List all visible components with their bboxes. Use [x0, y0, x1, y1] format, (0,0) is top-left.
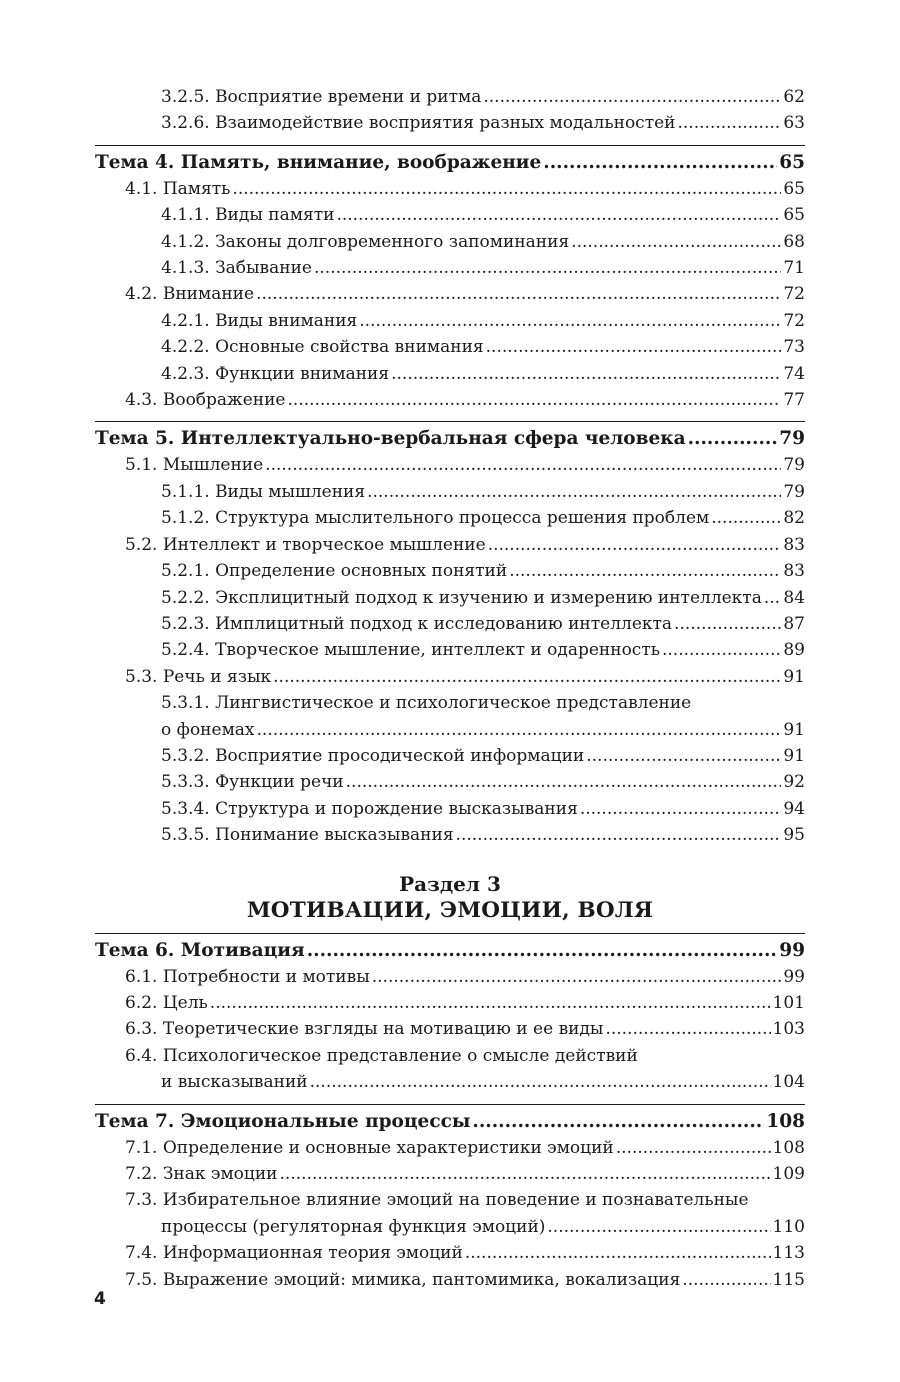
leader-dots: [580, 796, 782, 822]
leader-dots: [359, 308, 781, 334]
leader-dots: [465, 1240, 771, 1266]
toc-page-number: 89: [783, 640, 805, 661]
toc-topic-6[interactable]: [95, 933, 805, 964]
toc-page-number: 84: [783, 587, 805, 608]
toc-item-title: 6.1. Потребности и мотивы: [125, 966, 370, 987]
toc-item-title: 6.2. Цель: [125, 992, 208, 1013]
toc-item[interactable]: [95, 611, 805, 637]
toc-item[interactable]: [95, 1240, 805, 1266]
toc-item[interactable]: [95, 308, 805, 334]
leader-dots: [605, 1016, 770, 1042]
toc-page-number: 94: [783, 798, 805, 819]
toc-item-title: 5.3.5. Понимание высказывания: [161, 825, 454, 846]
toc-item-title: 4.1. Память: [125, 178, 231, 199]
toc-page-number: 65: [783, 205, 805, 226]
toc-item[interactable]: [95, 255, 805, 281]
toc-item[interactable]: [95, 769, 805, 795]
leader-dots: [662, 637, 781, 663]
toc-item[interactable]: [95, 822, 805, 848]
toc-item[interactable]: [95, 990, 805, 1016]
toc-item[interactable]: [95, 585, 805, 611]
toc-page-number: 104: [772, 1072, 805, 1093]
toc-page-number: 101: [772, 992, 805, 1013]
leader-dots: [547, 1214, 770, 1240]
toc-topic-title: Тема 7. Эмоциональные процессы: [95, 1110, 471, 1132]
toc-topic-7[interactable]: [95, 1104, 805, 1135]
toc-topic-5[interactable]: [95, 421, 805, 452]
toc-item-title: 5.1.1. Виды мышления: [161, 481, 366, 502]
toc-item[interactable]: [95, 532, 805, 558]
toc-item-title: 5.3. Речь и язык: [125, 666, 272, 687]
toc-block-topic-4: [95, 176, 805, 414]
toc-page-number: 65: [783, 178, 805, 199]
toc-item-title: 4.2.3. Функции внимания: [161, 363, 390, 384]
toc-block-7-4-7-5: [95, 1240, 805, 1293]
toc-item[interactable]: [95, 505, 805, 531]
toc-item-title-line2: о фонемах: [161, 719, 255, 740]
toc-item-title: 3.2.6. Взаимодействие восприятия разных модальностей: [161, 113, 676, 134]
toc-item[interactable]: [95, 361, 805, 387]
toc-item-title: 5.3.3. Функции речи: [161, 772, 344, 793]
toc-block-5-3: [95, 743, 805, 849]
leader-dots: [336, 202, 781, 228]
toc-item-5-3-1[interactable]: [95, 690, 805, 743]
toc-item[interactable]: [95, 229, 805, 255]
leader-dots: [372, 964, 782, 990]
toc-item-title: 5.2.3. Имплицитный подход к исследованию интеллекта: [161, 613, 673, 634]
leader-dots: [764, 585, 782, 611]
toc-item-title-line1: 6.4. Психологическое представление о смысле действий: [125, 1045, 638, 1066]
toc-item[interactable]: [95, 84, 805, 110]
toc-topic-title: Тема 6. Мотивация: [95, 939, 305, 961]
toc-page-number: 110: [772, 1216, 805, 1237]
toc-page-number: 92: [783, 772, 805, 793]
toc-item[interactable]: [95, 281, 805, 307]
toc-page-number: 113: [772, 1243, 805, 1264]
toc-block-topic-7: [95, 1135, 805, 1188]
toc-item-title: 5.2.1. Определение основных понятий: [161, 561, 508, 582]
toc-topic-4[interactable]: [95, 145, 805, 176]
toc-page-number: 72: [783, 284, 805, 305]
toc-page-number: 83: [783, 561, 805, 582]
toc-item-title: 5.2.4. Творческое мышление, интеллект и одаренность: [161, 640, 660, 661]
toc-item-title: 7.1. Определение и основные характеристики эмоций: [125, 1137, 614, 1158]
toc-item[interactable]: [95, 1161, 805, 1187]
toc-page-number: 108: [766, 1110, 805, 1132]
toc-item-title: 4.1.1. Виды памяти: [161, 205, 335, 226]
toc-item-title-line2: процессы (регуляторная функция эмоций): [161, 1216, 546, 1237]
toc-block-topic-6: [95, 964, 805, 1043]
leader-dots: [456, 822, 782, 848]
toc-page-number: 91: [783, 666, 805, 687]
toc-item-title: 4.2.1. Виды внимания: [161, 310, 358, 331]
toc-item[interactable]: [95, 202, 805, 228]
leader-dots: [307, 937, 778, 964]
toc-page-number: 91: [783, 745, 805, 766]
toc-page-number: 109: [772, 1164, 805, 1184]
toc-page-number: 99: [779, 939, 805, 961]
toc-item-title: 4.3. Воображение: [125, 390, 286, 411]
toc-page-number: 74: [783, 363, 805, 384]
toc-page-number: 82: [783, 508, 805, 529]
toc-item-title: 5.2. Интеллект и творческое мышление: [125, 534, 486, 555]
toc-item-title: 5.3.2. Восприятие просодической информации: [161, 745, 585, 766]
toc-item-title: 4.1.3. Забывание: [161, 258, 312, 279]
leader-dots: [314, 255, 781, 281]
table-of-contents: [95, 84, 805, 1293]
toc-page-number: 108: [772, 1137, 805, 1158]
toc-item[interactable]: [95, 558, 805, 584]
leader-dots: [287, 387, 781, 413]
toc-page-number: 73: [783, 337, 805, 358]
toc-page-number: 87: [783, 613, 805, 634]
toc-item[interactable]: [95, 964, 805, 990]
leader-dots: [367, 479, 781, 505]
toc-page-number: 65: [779, 151, 805, 173]
leader-dots: [210, 990, 771, 1016]
page-number-footer: 4: [94, 1289, 106, 1309]
leader-dots: [711, 505, 781, 531]
leader-dots: [688, 425, 778, 452]
toc-item[interactable]: [95, 664, 805, 690]
toc-item-title-line1: 7.3. Избирательное влияние эмоций на поведение и познавательные: [125, 1190, 749, 1211]
leader-dots: [486, 334, 782, 360]
toc-item-title: 5.3.4. Структура и порождение высказывания: [161, 798, 578, 819]
toc-page-number: 77: [783, 390, 805, 411]
leader-dots: [571, 229, 781, 255]
toc-item-title: 7.4. Информационная теория эмоций: [125, 1243, 463, 1264]
toc-item-title: 5.1. Мышление: [125, 455, 264, 476]
toc-page-number: 79: [783, 481, 805, 502]
section-heading: [95, 871, 805, 925]
leader-dots: [674, 611, 781, 637]
toc-item[interactable]: [95, 796, 805, 822]
toc-item-7-3[interactable]: [95, 1187, 805, 1240]
section-label: Раздел 3: [399, 871, 501, 896]
toc-page-number: 99: [783, 966, 805, 987]
toc-page-number: 103: [772, 1019, 805, 1040]
toc-page-number: 91: [783, 719, 805, 740]
toc-item-title: 5.2.2. Эксплицитный подход к изучению и измерению интеллекта: [161, 587, 762, 608]
toc-block-topic-5: [95, 452, 805, 690]
toc-item[interactable]: [95, 637, 805, 663]
toc-item[interactable]: [95, 387, 805, 413]
leader-dots: [543, 149, 777, 176]
toc-item-title: 4.2. Внимание: [125, 284, 255, 305]
toc-topic-title: Тема 4. Память, внимание, воображение: [95, 151, 542, 173]
leader-dots: [509, 558, 781, 584]
leader-dots: [678, 110, 782, 136]
leader-dots: [265, 452, 781, 478]
leader-dots: [346, 769, 782, 795]
toc-item[interactable]: [95, 334, 805, 360]
leader-dots: [257, 717, 782, 743]
toc-page-number: 72: [783, 310, 805, 331]
toc-item-title-line2: и высказываний: [161, 1072, 308, 1093]
toc-item-6-4[interactable]: [95, 1043, 805, 1096]
leader-dots: [232, 176, 781, 202]
toc-page-number: 115: [772, 1269, 805, 1290]
toc-item[interactable]: [95, 1267, 805, 1293]
toc-item[interactable]: [95, 743, 805, 769]
toc-item-title: 4.2.2. Основные свойства внимания: [161, 337, 484, 358]
leader-dots: [280, 1161, 771, 1187]
section-title: МОТИВАЦИИ, ЭМОЦИИ, ВОЛЯ: [246, 897, 654, 923]
leader-dots: [472, 1108, 764, 1135]
leader-dots: [488, 532, 782, 558]
toc-item[interactable]: [95, 479, 805, 505]
toc-page-number: 63: [783, 113, 805, 134]
toc-item[interactable]: [95, 176, 805, 202]
toc-item-title: 5.1.2. Структура мыслительного процесса решения проблем: [161, 508, 710, 529]
toc-block-3-2: [95, 84, 805, 137]
leader-dots: [483, 84, 781, 110]
leader-dots: [256, 281, 781, 307]
leader-dots: [391, 361, 781, 387]
leader-dots: [616, 1135, 771, 1161]
toc-page-number: 79: [783, 455, 805, 476]
toc-page-number: 79: [779, 428, 805, 450]
toc-page-number: 95: [783, 825, 805, 846]
leader-dots: [310, 1069, 771, 1095]
leader-dots: [273, 664, 781, 690]
toc-item[interactable]: [95, 452, 805, 478]
leader-dots: [586, 743, 781, 769]
leader-dots: [682, 1267, 770, 1293]
toc-topic-title: Тема 5. Интеллектуально-вербальная сфера человека: [95, 428, 686, 450]
toc-item-title: 3.2.5. Восприятие времени и ритма: [161, 87, 482, 107]
toc-item[interactable]: [95, 1016, 805, 1042]
toc-item[interactable]: [95, 1135, 805, 1161]
toc-page-number: 68: [783, 231, 805, 252]
toc-item-title-line1: 5.3.1. Лингвистическое и психологическое представление: [161, 693, 692, 714]
toc-item-title: 7.2. Знак эмоции: [125, 1164, 278, 1184]
toc-item-title: 4.1.2. Законы долговременного запоминания: [161, 231, 570, 252]
toc-item-title: 6.3. Теоретические взгляды на мотивацию и ее виды: [125, 1019, 604, 1040]
toc-page-number: 71: [783, 258, 805, 279]
toc-page-number: 83: [783, 534, 805, 555]
toc-page-number: 62: [783, 87, 805, 107]
toc-item[interactable]: [95, 110, 805, 136]
toc-item-title: 7.5. Выражение эмоций: мимика, пантомимика, вокализация: [125, 1269, 681, 1290]
